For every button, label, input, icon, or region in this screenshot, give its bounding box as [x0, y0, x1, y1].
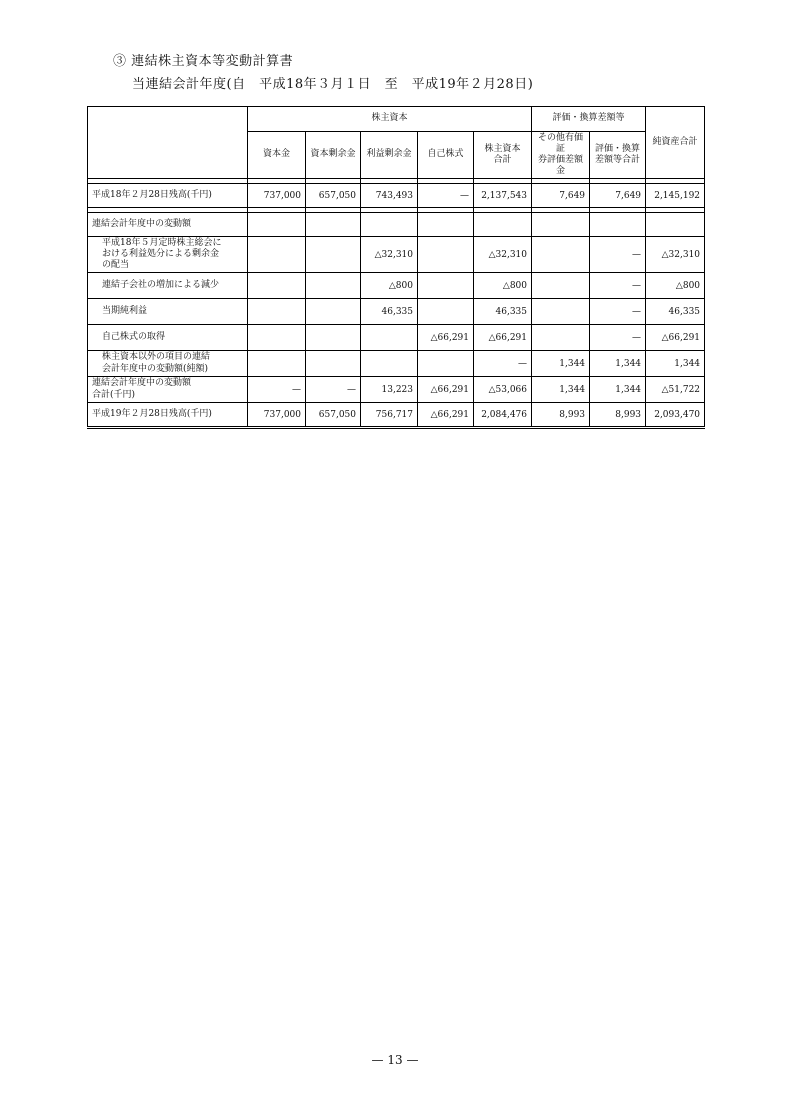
table-cell: 1,344 — [590, 377, 646, 403]
row-label: 平成18年５月定時株主総会に おける利益処分による剰余金 の配当 — [88, 237, 248, 273]
table-cell: △800 — [646, 273, 705, 299]
table-cell: △32,310 — [361, 237, 418, 273]
table-cell — [306, 273, 361, 299]
table-cell: △53,066 — [474, 377, 532, 403]
table-cell — [306, 325, 361, 351]
table-cell: 1,344 — [532, 377, 590, 403]
table-cell — [532, 237, 590, 273]
equity-changes-table — [87, 106, 705, 429]
table-cell — [306, 237, 361, 273]
col-capital-header: 資本金 — [248, 132, 306, 179]
table-cell: 756,717 — [361, 403, 418, 428]
table-cell — [532, 299, 590, 325]
table-cell: 1,344 — [532, 351, 590, 377]
row-label: 平成19年２月28日残高(千円) — [88, 403, 248, 428]
table-cell: △32,310 — [474, 237, 532, 273]
table-row — [88, 377, 705, 403]
table-cell: 657,050 — [306, 403, 361, 428]
table-cell: 13,223 — [361, 377, 418, 403]
table-cell — [418, 299, 474, 325]
table-cell: 7,649 — [590, 184, 646, 208]
row-label: 連結会計年度中の変動額 合計(千円) — [88, 377, 248, 403]
header-blank-cell — [88, 107, 248, 179]
fiscal-period: 当連結会計年度(自 平成18年３月１日 至 平成19年２月28日) — [132, 77, 534, 92]
table-row — [88, 213, 705, 237]
col-valuation-total-header: 評価・換算 差額等合計 — [590, 132, 646, 179]
table-cell: — — [474, 351, 532, 377]
valuation-header: 評価・換算差額等 — [532, 107, 646, 132]
table-cell: — — [590, 325, 646, 351]
table-cell — [361, 351, 418, 377]
table-cell — [248, 237, 306, 273]
table-cell: 2,093,470 — [646, 403, 705, 428]
table-cell — [532, 273, 590, 299]
row-label: 自己株式の取得 — [88, 325, 248, 351]
table-cell: 657,050 — [306, 184, 361, 208]
table-row — [88, 351, 705, 377]
table-row — [88, 325, 705, 351]
table-cell: — — [306, 377, 361, 403]
table-cell: △51,722 — [646, 377, 705, 403]
shareholders-equity-header: 株主資本 — [248, 107, 532, 132]
table-cell: 46,335 — [646, 299, 705, 325]
table-cell: 1,344 — [646, 351, 705, 377]
table-cell: △800 — [474, 273, 532, 299]
table-cell: 8,993 — [590, 403, 646, 428]
page-number: — 13 — — [371, 1053, 419, 1067]
table-cell: 2,137,543 — [474, 184, 532, 208]
table-cell — [248, 351, 306, 377]
table-cell — [248, 273, 306, 299]
group-header-row — [88, 107, 705, 132]
col-securities-valuation-header: その他有価証 券評価差額金 — [532, 132, 590, 179]
table-cell: △32,310 — [646, 237, 705, 273]
table-cell: 2,084,476 — [474, 403, 532, 428]
table-cell: — — [590, 237, 646, 273]
table-cell — [418, 237, 474, 273]
table-cell — [418, 273, 474, 299]
row-label: 当期純利益 — [88, 299, 248, 325]
table-cell: 46,335 — [474, 299, 532, 325]
table-cell — [306, 299, 361, 325]
table-cell: — — [590, 273, 646, 299]
table-cell: △66,291 — [418, 325, 474, 351]
col-equity-total-header: 株主資本 合計 — [474, 132, 532, 179]
table-cell: △800 — [361, 273, 418, 299]
table-cell: 8,993 — [532, 403, 590, 428]
table-cell: 737,000 — [248, 403, 306, 428]
table-row — [88, 403, 705, 428]
table-row — [88, 237, 705, 273]
table-cell: 46,335 — [361, 299, 418, 325]
statement-title: ③ 連結株主資本等変動計算書 — [113, 54, 294, 69]
table-cell — [248, 325, 306, 351]
table-row — [88, 299, 705, 325]
changes-section-label: 連結会計年度中の変動額 — [88, 213, 248, 237]
col-treasury-stock-header: 自己株式 — [418, 132, 474, 179]
table-cell: 7,649 — [532, 184, 590, 208]
table-cell: — — [590, 299, 646, 325]
row-label: 連結子会社の増加による減少 — [88, 273, 248, 299]
table-cell: — — [418, 184, 474, 208]
row-label: 株主資本以外の項目の連結 会計年度中の変動額(純額) — [88, 351, 248, 377]
table-cell: 2,145,192 — [646, 184, 705, 208]
table-cell: — — [248, 377, 306, 403]
net-assets-header: 純資産合計 — [646, 107, 705, 179]
table-cell: △66,291 — [474, 325, 532, 351]
table-cell — [532, 325, 590, 351]
table-row — [88, 184, 705, 208]
col-retained-earnings-header: 利益剰余金 — [361, 132, 418, 179]
table-cell: △66,291 — [418, 403, 474, 428]
col-capital-surplus-header: 資本剰余金 — [306, 132, 361, 179]
table-cell: △66,291 — [418, 377, 474, 403]
table-cell: 743,493 — [361, 184, 418, 208]
table-cell — [306, 351, 361, 377]
row-label: 平成18年２月28日残高(千円) — [88, 184, 248, 208]
table-cell: 1,344 — [590, 351, 646, 377]
table-cell: 737,000 — [248, 184, 306, 208]
table-cell: △66,291 — [646, 325, 705, 351]
table-row — [88, 273, 705, 299]
table-cell — [248, 299, 306, 325]
table-cell — [361, 325, 418, 351]
table-cell — [418, 351, 474, 377]
